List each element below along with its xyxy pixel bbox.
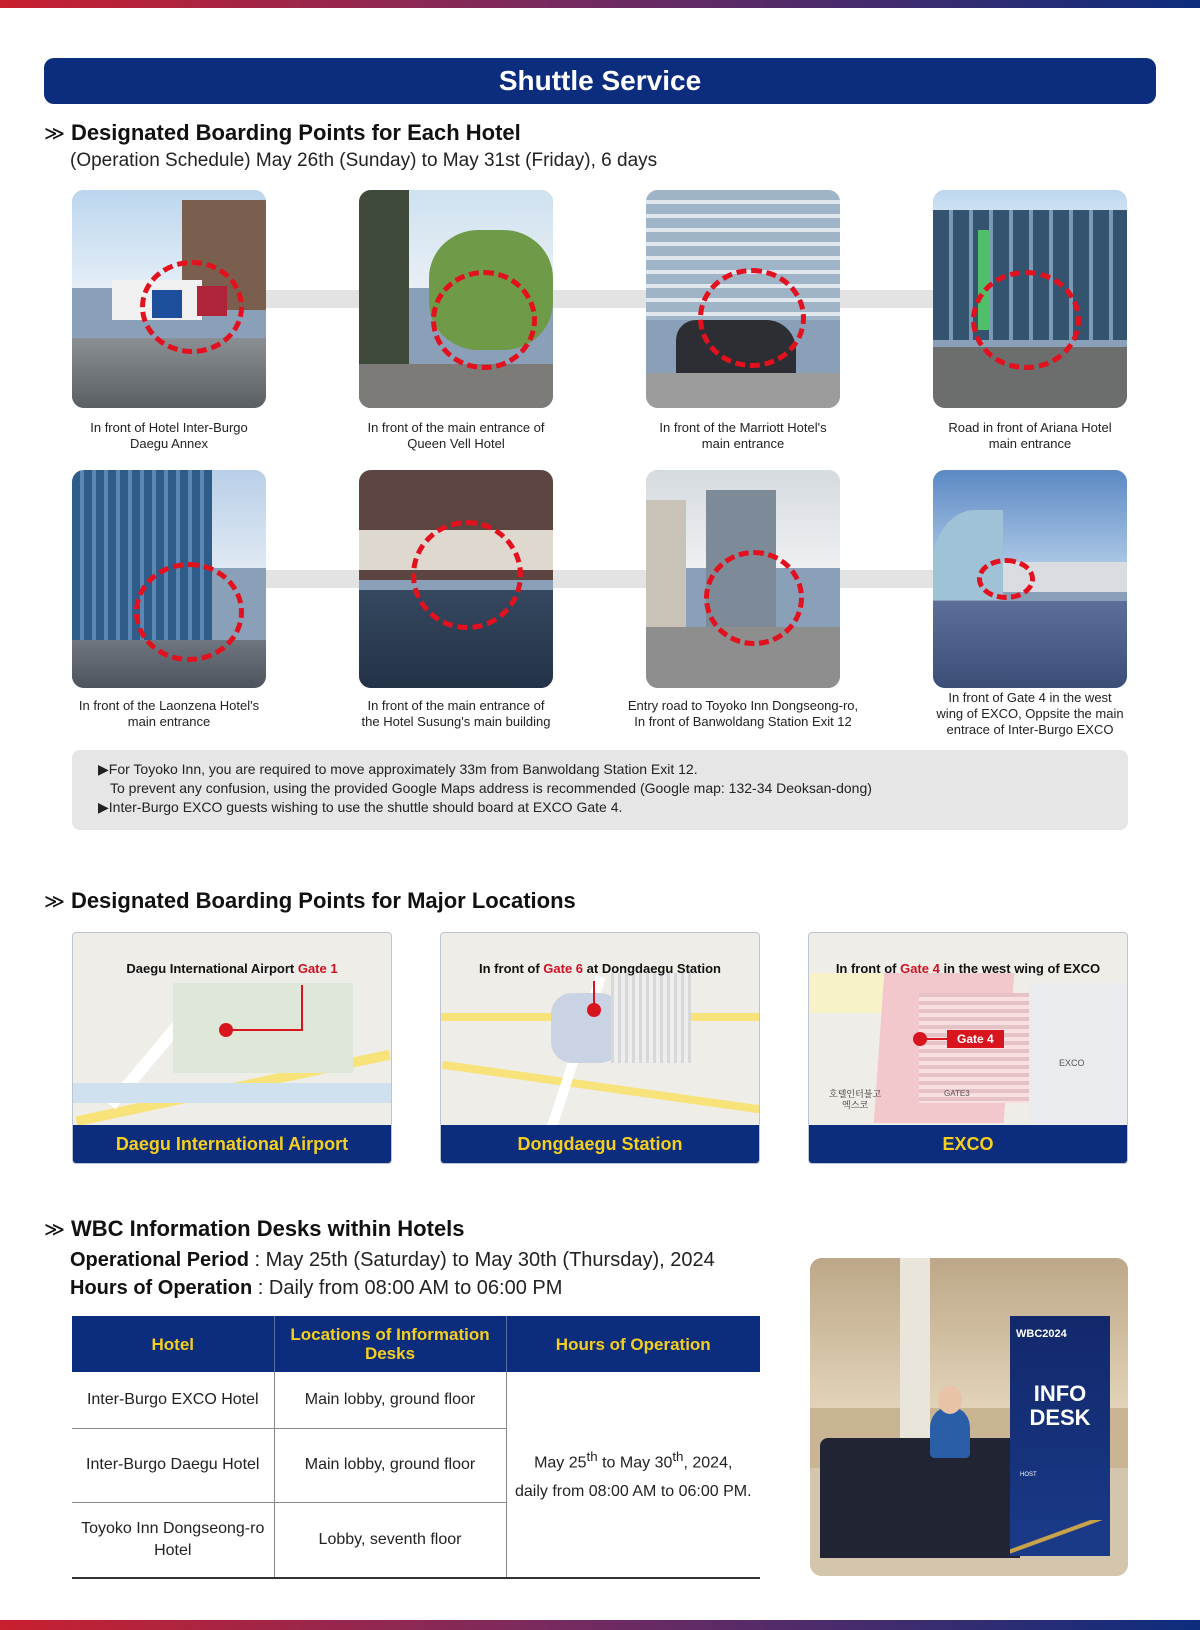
connector-line — [262, 290, 362, 308]
highlight-circle — [977, 558, 1035, 600]
highlight-circle — [431, 270, 537, 370]
info-desk-table — [72, 1316, 760, 1579]
hours-cell: May 25th to May 30th, 2024, daily from 08:00 AM to 06:00 PM. — [506, 1372, 760, 1578]
page-title: Shuttle Service — [44, 58, 1156, 104]
boarding-photo-7 — [646, 470, 840, 688]
top-gradient-bar — [0, 0, 1200, 8]
highlight-circle — [140, 260, 244, 354]
operation-schedule: (Operation Schedule) May 26th (Sunday) to May 31st (Friday), 6 days — [70, 150, 658, 171]
table-cell: Lobby, seventh floor — [274, 1502, 506, 1578]
boarding-photo-2 — [359, 190, 553, 408]
highlight-circle — [411, 520, 523, 630]
highlight-circle — [698, 268, 806, 368]
map-airport — [72, 932, 392, 1164]
caption-6: In front of the main entrance of the Hotel Susung's main building — [361, 698, 551, 729]
map-exco — [808, 932, 1128, 1164]
table-cell: Main lobby, ground floor — [274, 1428, 506, 1502]
highlight-circle — [971, 270, 1081, 370]
exco-map-label: EXCO — [1059, 1058, 1085, 1068]
chevron-icon: ≫ — [44, 1219, 65, 1241]
caption-2: In front of the main entrance of Queen Vell Hotel — [367, 420, 545, 451]
connector-line — [837, 570, 937, 588]
map-label: Daegu International Airport Gate 1 — [126, 961, 338, 976]
boarding-photo-5 — [72, 470, 266, 688]
caption-8: In front of Gate 4 in the west wing of EXCO, Oppsite the main entrace of Inter-Burgo EXCO — [936, 690, 1124, 737]
banner-title-text: WBC2024 — [1016, 1328, 1067, 1340]
location-pin-icon — [587, 1003, 601, 1017]
info-desk-sign: INFO DESK — [1029, 1381, 1091, 1430]
chevron-icon: ≫ — [44, 891, 65, 913]
shuttle-notes — [72, 750, 1128, 830]
bottom-gradient-bar — [0, 1620, 1200, 1630]
caption-7: Entry road to Toyoko Inn Dongseong-ro, In front of Banwoldang Station Exit 12 — [627, 698, 859, 729]
highlight-circle — [704, 550, 804, 646]
note-line-3: ▶Inter-Burgo EXCO guests wishing to use the shuttle should board at EXCO Gate 4. — [98, 799, 623, 815]
caption-5: In front of the Laonzena Hotel's main entrance — [78, 698, 260, 729]
section-title-hotels: ≫ Designated Boarding Points for Each Hotel — [44, 120, 521, 145]
table-cell: Inter-Burgo EXCO Hotel — [72, 1372, 274, 1428]
table-header: Hotel — [72, 1316, 274, 1372]
caption-4: Road in front of Ariana Hotel main entrance — [948, 420, 1112, 451]
connector-line — [262, 570, 362, 588]
location-pin-icon — [219, 1023, 233, 1037]
boarding-photo-6 — [359, 470, 553, 688]
operational-period: Operational Period : May 25th (Saturday) to May 30th (Thursday), 2024 — [70, 1249, 715, 1271]
map-label: In front of Gate 6 at Dongdaegu Station — [479, 961, 721, 976]
caption-3: In front of the Marriott Hotel's main entrance — [659, 420, 827, 451]
boarding-photo-1 — [72, 190, 266, 408]
boarding-photo-8 — [933, 470, 1127, 688]
hours-of-operation: Hours of Operation : Daily from 08:00 AM to 06:00 PM — [70, 1277, 563, 1299]
gate-tag: Gate 4 — [947, 1030, 1004, 1048]
connector-line — [837, 290, 937, 308]
hotel-map-label: 호텔인터불고 엑스코 — [829, 1089, 882, 1110]
map-label: In front of Gate 4 in the west wing of EXCO — [835, 961, 1101, 976]
info-desk-photo — [810, 1258, 1128, 1576]
connector-line — [550, 570, 650, 588]
map-name-bar: Dongdaegu Station — [441, 1125, 759, 1163]
section-title-locations: ≫ Designated Boarding Points for Major Locations — [44, 888, 576, 913]
table-cell: Main lobby, ground floor — [274, 1372, 506, 1428]
highlight-circle — [134, 562, 244, 662]
map-dongdaegu — [440, 932, 760, 1164]
map-name-bar: EXCO — [809, 1125, 1127, 1163]
gate3-map-label: GATE3 — [944, 1089, 970, 1098]
table-header: Hours of Operation — [506, 1316, 760, 1372]
table-cell: Inter-Burgo Daegu Hotel — [72, 1428, 274, 1502]
table-cell: Toyoko Inn Dongseong-ro Hotel — [72, 1502, 274, 1578]
note-line-2: To prevent any confusion, using the provided Google Maps address is recommended (Google map: 132-34 Deoksan-dong) — [110, 780, 872, 796]
boarding-photo-4 — [933, 190, 1127, 408]
section-title-info-desks: ≫ WBC Information Desks within Hotels — [44, 1216, 465, 1241]
map-name-bar: Daegu International Airport — [73, 1125, 391, 1163]
note-line-1: ▶For Toyoko Inn, you are required to move approximately 33m from Banwoldang Station Exit 12. — [98, 761, 698, 777]
table-row — [72, 1372, 760, 1428]
host-text: HOST — [1020, 1472, 1037, 1478]
connector-line — [550, 290, 650, 308]
caption-1: In front of Hotel Inter-Burgo Daegu Annex — [90, 420, 248, 451]
table-header: Locations of Information Desks — [274, 1316, 506, 1372]
chevron-icon: ≫ — [44, 123, 65, 145]
boarding-photo-3 — [646, 190, 840, 408]
